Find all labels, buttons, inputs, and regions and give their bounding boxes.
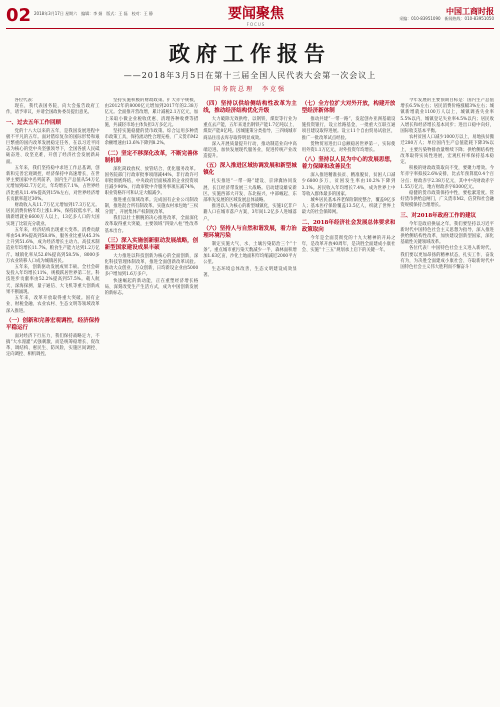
article-body	[6, 98, 494, 700]
paragraph: 稳健的货币政策保持中性，要松紧适度。管好货币供给总闸门，广义货币M2、信贷和社会融资规模保持合理增长。	[400, 191, 494, 209]
section-heading: （六）坚持人与自然和谐发展，着力治理环境污染	[203, 225, 297, 239]
paragraph: 快速崛起的新动能，正在重塑经济增长格局、深刻改变生产生活方式，成为中国创新发展的新标志。	[104, 278, 199, 297]
paragraph: 党的十八大以来的五年，是我国发展进程中极不平凡的五年。面对错综复杂的国际形势和艰巨繁重的国内改革发展稳定任务，在以习近平同志为核心的党中央坚强领导下，全国各族人民砥砺奋进、攻坚克难，开创了经济社会发展新局面。	[6, 128, 100, 165]
paragraph: 现在，我代表国务院，向大会报告政府工作，请予审议，并请全国政协委员提出意见。	[6, 104, 100, 116]
paragraph: 五年来，创新驱动发展成果丰硕。全社会研发投入年均增长11%，规模跃居世界第二位。科技进步贡献率由52.2%提高到57.5%。载人航天、深海探测、量子通信、大飞机等重大创新成果不断涌现。	[6, 265, 100, 295]
paragraph: 面对经济下行压力，我们保持战略定力，不搞“大水漫灌”式强刺激，而是统筹稳增长、促改革、调结构、惠民生、防风险，实施区间调控、定向调控、相机调控。	[6, 333, 100, 358]
newspaper-brand: 中国工商时报	[446, 7, 494, 16]
paragraph: 深入开展质量提升行动，推动制造业向中高端迈进。加快发展现代服务业，促进传统产业改造提升。	[203, 141, 297, 160]
paragraph: 城乡居民基本养老保险制度整合，覆盖9亿多人；基本医疗保险覆盖13.5亿人，织就了世界上最大的社会保障网。	[301, 198, 396, 216]
text-column	[105, 98, 199, 700]
article-subtitle: ——2018年3月5日在第十三届全国人民代表大会第一次会议上	[123, 71, 377, 80]
section-heading: （七）全方位扩大对外开放，构建开放型经济新体制	[301, 101, 396, 114]
paragraph: 生态环境总体改善，生态文明建设成效显著。	[203, 266, 297, 278]
section-heading: （三）深入实施创新驱动发展战略，创新型国家建设成果丰硕	[104, 237, 199, 251]
paragraph: 深化简政放权、放管结合、优化服务改革。国务院部门行政审批事项削减44%，非行政许可审批彻底终结，中央政府层面核准的企业投资项目减少90%，行政审批中介服务事项压减74%，职业资格许可和认定大幅减少。	[104, 166, 199, 197]
section-subtitle: FOCUS	[246, 22, 266, 27]
paragraph: 各位代表：	[14, 98, 37, 103]
paragraph: 五年来，经济结构出现重大变革。消费贡献率由54.9%提高到58.8%，服务业比重从45.3%上升到51.6%，成为经济增长主动力。高技术制造业年均增长11.7%。粮食生产能力达到1.2万亿斤。城镇化率从52.6%提高到58.5%，8000多万农业转移人口成为城镇居民。	[6, 227, 100, 264]
paragraph: 我们以壮士断腕的决心推进改革，全面深化改革取得重大突破，主要领域“四梁八柱”性改革基本出台。	[104, 216, 199, 234]
section-heading: （八）坚持以人民为中心的发展思想，着力保障和改善民生	[301, 157, 396, 171]
paragraph: 五年来，我们坚持稳中求进工作总基调，创新和完善宏观调控，经济保持中高速增长，在世界主要国家中名列前茅，国内生产总值从54万亿元增加到82.7万亿元，年均增长7.1%，占世界经济比重从11.4%提高到15%左右，对世界经济增长贡献率超过30%。	[6, 165, 100, 202]
paragraph: 坚持实施稳健的货币政策。综合运用多种货币政策工具，保持流动性合理充裕，广义货币M2余额增速由13.6%下降到8.2%。	[104, 129, 199, 147]
section-heading: 三、对2018年政府工作的建议	[400, 212, 477, 219]
paragraph: 深入推进精准扶贫、精准脱贫，贫困人口减少6800多万，贫困发生率由10.2%下降到3.1%。居民收入年均增长7.4%，成为世界上中等收入群体最多的国家。	[301, 173, 396, 197]
page-header	[6, 6, 494, 28]
page-number: 02	[6, 5, 32, 26]
dateline: 2018年3月17日 星期六 编辑：李 娟 版式：王 磊 校对：王 静	[34, 11, 153, 16]
paragraph: 财政收入从11.7万亿元增加到17.3万亿元。居民消费价格年均上涨1.9%，保持较低水平。城镇新增就业6600万人以上，13亿多人口的大国实现了比较充分就业。	[6, 203, 100, 227]
text-column	[400, 98, 494, 700]
section-heading: 一、过去五年工作回顾	[6, 119, 62, 126]
paragraph: 各位代表！中国特色社会主义进入新时代，我们要以更加昂扬的精神状态，扎实工作、奋发有为，为决胜全面建成小康社会、夺取新时代中国特色社会主义伟大胜利而不懈奋斗！	[400, 246, 494, 271]
section-title: 要闻聚焦	[228, 6, 284, 22]
paragraph: 大力破除无效供给，以钢铁、煤炭等行业为重点去产能，五年来退出钢铁产能1.7亿吨以上、煤炭产能8亿吨。因城施策分类指导，三四线城市商品住房去库存取得明显成效。	[203, 117, 297, 141]
contact-info: 采编：010-83951090 新闻热线：010-83951050	[399, 16, 494, 21]
paragraph: 大力推进以科技创新为核心的全面创新，深化科技管理体制改革，推进全面创新改革试验。推动大众创业、万众创新，日均新设企业由5000多户增加到1.6万多户。	[104, 253, 199, 278]
section-heading: （五）深入推进区域协调发展和新型城镇化	[203, 163, 297, 177]
paragraph: 积极的财政政策取向不变，要聚力增效。今年赤字率拟按2.6%安排，比去年预算低0.4个百分点；财政赤字2.38万亿元，其中中央财政赤字1.55万亿元，地方财政赤字8300亿元。	[400, 166, 494, 190]
paragraph: 今年发展的主要预期目标是：国内生产总值增长6.5%左右；居民消费价格涨幅3%左右；城镇新增就业1100万人以上，城镇调查失业率5.5%以内，城镇登记失业率4.5%以内；居民收入增长和经济增长基本同步；进出口稳中向好，国际收支基本平衡。	[400, 98, 494, 135]
paragraph: 农村贫困人口减少1000万以上，易地扶贫搬迁280万人；单位国内生产总值能耗下降3%以上，主要污染物排放量继续下降；供给侧结构性改革取得实质性进展，宏观杠杆率保持基本稳定。	[400, 135, 494, 166]
paragraph: 五年来，改革开放取得重大突破。国有企业、财税金融、农业农村、生态文明等领域改革深入推进。	[6, 296, 100, 314]
paragraph: 推动共建“一带一路”，发起创办亚洲基础设施投资银行，设立丝路基金，一批重大互联互通项目建设取得进展。设立11个自由贸易试验区，推广一批改革试点经验。	[301, 117, 396, 141]
text-column	[302, 98, 396, 700]
section-heading: （二）坚定不移深化改革，不断完善体制机制	[104, 150, 199, 164]
text-column	[6, 98, 100, 700]
section-heading: （四）坚持以供给侧结构性改革为主线，推动经济结构优化升级	[203, 101, 297, 114]
paragraph: 坚持实施积极的财政政策。扩大赤字规模，由2012年的8000亿元增加到2017年的2.38万亿元。全面推开营改增，累计减税2.1万亿元，加上采取小微企业税收优惠、清理各种收费等措施，共减轻市场主体负担3万多亿元。	[104, 98, 199, 128]
paragraph: 制定实施大气、水、土壤污染防治三个“十条”。重点城市重污染天数减少一半，森林面积增加1.63亿亩，沙化土地面积年均缩减近2000平方公里。	[203, 241, 297, 266]
paragraph: 扎实推进“一带一路”建设、京津冀协同发展、长江经济带发展三大战略。启动建设雄安新区。实施西部大开发、东北振兴、中部崛起、东部率先发展的区域发展总体战略。	[203, 179, 297, 204]
section-heading: 二、2018年经济社会发展总体要求和政策取向	[301, 219, 396, 233]
paragraph: 推进以人为核心的新型城镇化，实施1亿非户籍人口在城市落户方案，3年间1.2亿多人进城落户。	[203, 204, 297, 222]
paragraph: 今年是全面贯彻党的十九大精神的开局之年，是改革开放40周年，是决胜全面建成小康社会、实施“十三五”规划承上启下的关键一年。	[301, 235, 396, 254]
text-column	[203, 98, 297, 700]
paragraph: 推进重点领域改革。完成国有企业公司制改制，推进混合所有制改革。实施农村承包地“三权分置”，开展集体产权制度改革。	[104, 197, 199, 216]
article-byline: 国务院总理 李克强	[213, 86, 286, 93]
header-divider	[6, 28, 494, 29]
paragraph: 货物贸易进出口总额稳居世界第一，实际使用外资1.1万亿元，对外投资年均增长。	[301, 141, 396, 154]
article-title: 政府工作报告	[169, 41, 331, 66]
paragraph: 今年是政府换届之年。我们要坚持以习近平新时代中国特色社会主义思想为指导，深入推进供给侧结构性改革，加快建设创新型国家，深化基础性关键领域改革。	[400, 221, 494, 246]
section-heading: （一）创新和完善宏观调控，经济保持平稳运行	[6, 317, 100, 331]
